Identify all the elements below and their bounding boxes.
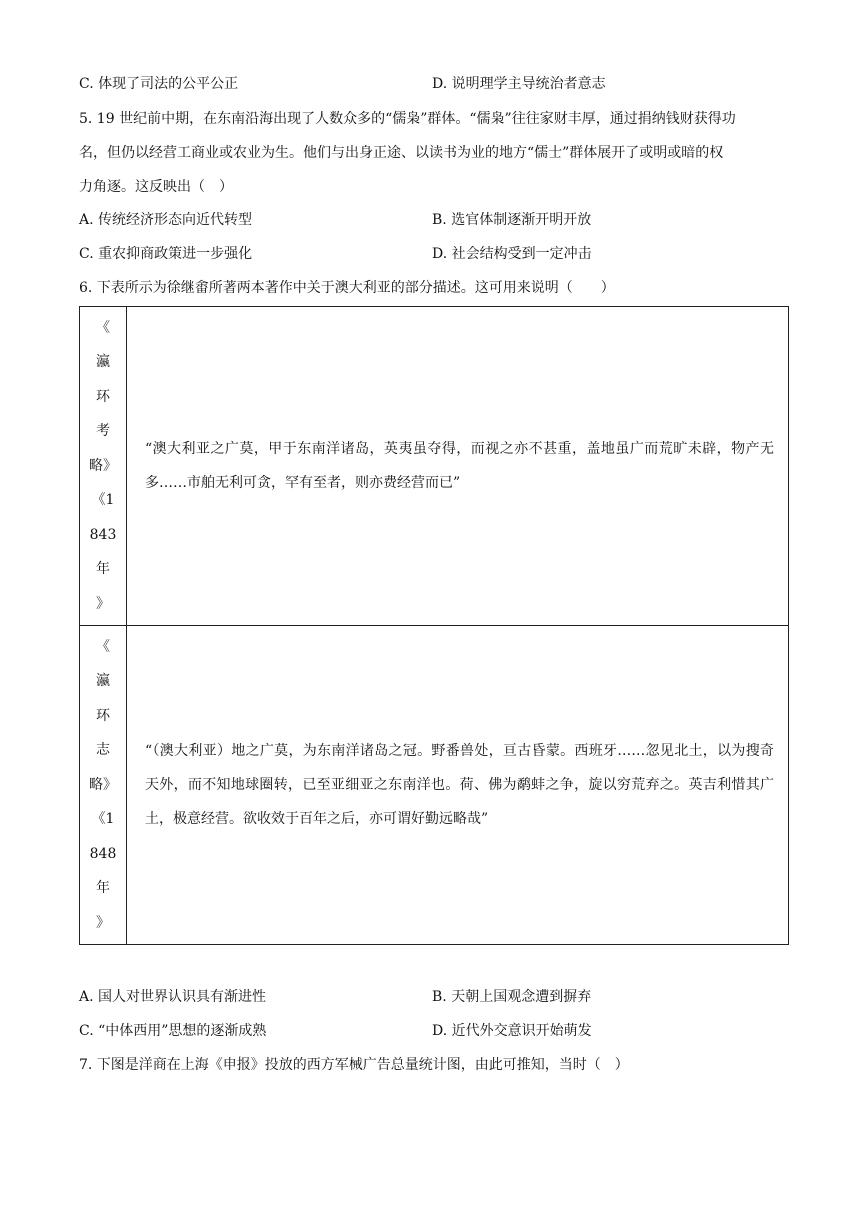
q6-option-d: D. 近代外交意识开始萌发 (432, 1023, 592, 1039)
q4-option-c: C. 体现了司法的公平公正 (79, 76, 239, 92)
table-cell-quote: “澳大利亚之广莫，甲于东南洋诸岛，英夷虽夺得，而视之亦不甚重，盖地虽广而荒旷未辟，物产无多……市舶无利可贪，罕有至者，则亦费经营而已” (127, 307, 789, 626)
q6-option-b: B. 天朝上国观念遭到摒弃 (432, 989, 592, 1005)
q4-options-row-cd (79, 74, 789, 94)
q5-option-c: C. 重农抑商政策进一步强化 (79, 246, 253, 262)
q5-stem-line3: 力角逐。这反映出（ ） (79, 179, 233, 195)
table-cell-source-title: 《 瀛 环 志 略》 《1 848 年 》 (80, 626, 127, 945)
q5-option-b: B. 选官体制逐渐开明开放 (432, 212, 592, 228)
q5-stem-line1: 5. 19 世纪前中期，在东南沿海出现了人数众多的“儒枭”群体。“儒枭”往往家财丰厚，通过捐纳钱财获得功 (79, 111, 736, 127)
q5-option-a: A. 传统经济形态向近代转型 (79, 212, 253, 228)
table-row (80, 626, 789, 945)
q4-option-d: D. 说明理学主导统治者意志 (432, 76, 606, 92)
q6-option-c: C. “中体西用”思想的逐渐成熟 (79, 1023, 267, 1039)
q5-options-row-cd (79, 244, 789, 264)
q5-stem-line2: 名，但仍以经营工商业或农业为生。他们与出身正途、以读书为业的地方“儒士”群体展开了或明或暗的权 (79, 145, 724, 161)
q6-stem: 6. 下表所示为徐继畬所著两本著作中关于澳大利亚的部分描述。这可用来说明（ ） (79, 280, 615, 296)
q6-options-row-ab (79, 987, 789, 1007)
table-cell-source-title: 《 瀛 环 考 略》 《1 843 年 》 (80, 307, 127, 626)
q6-options-row-cd (79, 1021, 789, 1041)
q5-options-row-ab (79, 210, 789, 230)
q5-option-d: D. 社会结构受到一定冲击 (432, 246, 592, 262)
q7-stem: 7. 下图是洋商在上海《申报》投放的西方军械广告总量统计图，由此可推知，当时（ ） (79, 1057, 629, 1073)
q6-source-table (79, 306, 789, 945)
q6-option-a: A. 国人对世界认识具有渐进性 (79, 989, 267, 1005)
table-row (80, 307, 789, 626)
table-cell-quote: “（澳大利亚）地之广莫，为东南洋诸岛之冠。野番兽处，亘古昏蒙。西班牙……忽见北土，以为搜奇天外，而不知地球圈转，已至亚细亚之东南洋也。荷、佛为鹬蚌之争，旋以穷荒弃之。英吉利惜其广土，极意经营。欲收效于百年之后，亦可谓好勤远略哉” (127, 626, 789, 945)
